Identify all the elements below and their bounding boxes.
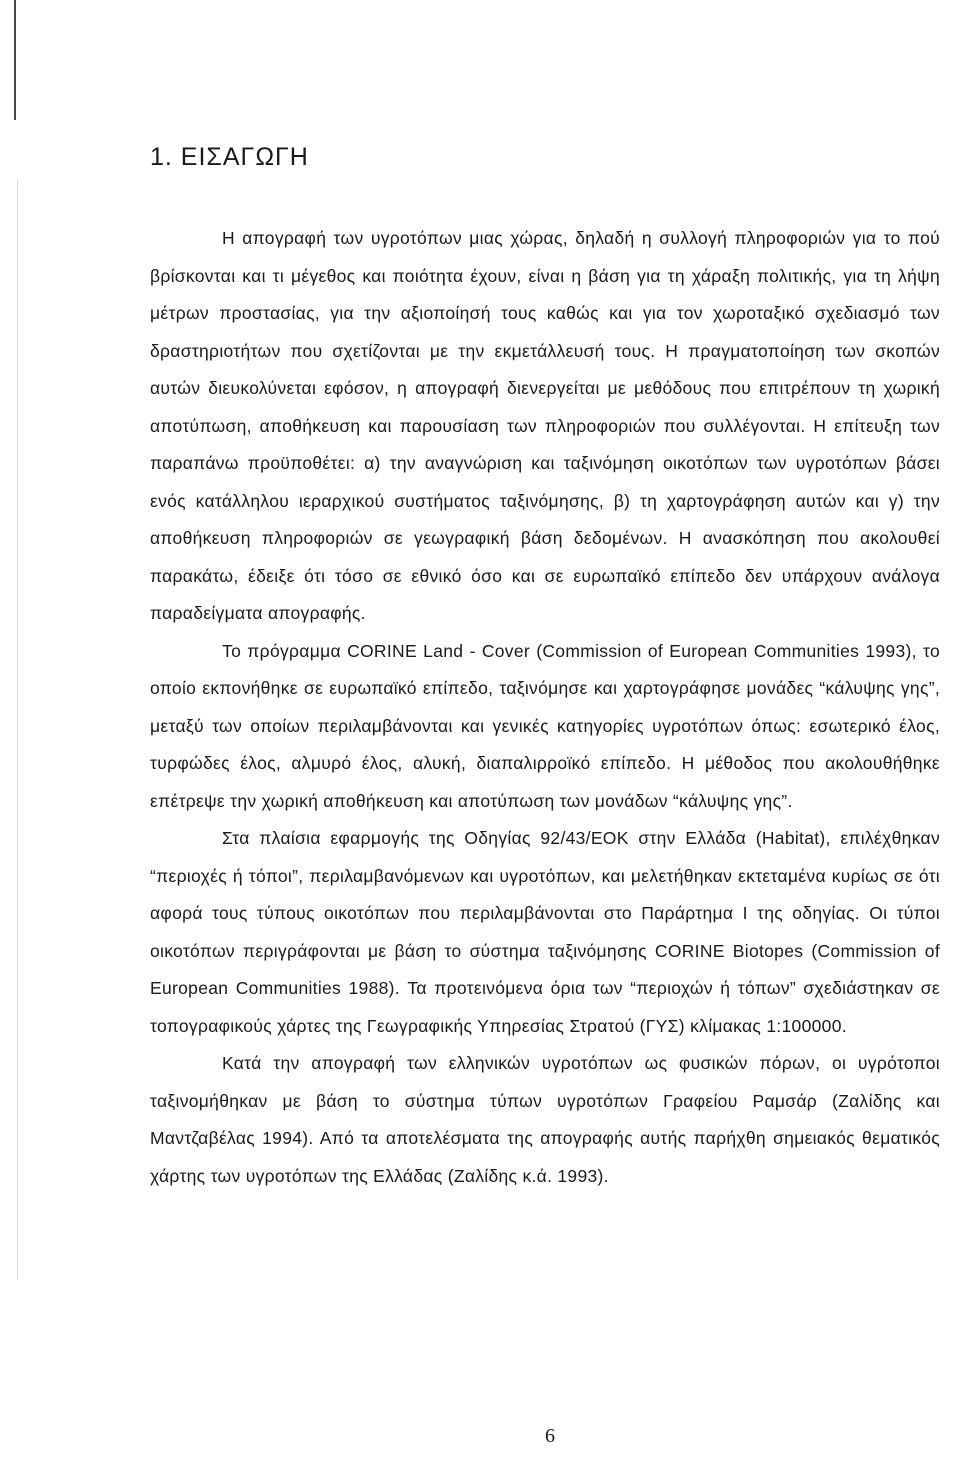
paragraph-1: Η απογραφή των υγροτόπων μιας χώρας, δηλαδή η συλλογή πληροφοριών για το πού βρίσκονται και τι μέγεθος και ποιότητα έχουν, είναι η βάση για τη χάραξη πολιτικής, για τη λήψη μέτρων προστασίας, για την αξιοποίησή τους καθώς και για τον χωροταξικό σχεδιασμό των δραστηριοτήτων που σχετίζονται με την εκμετάλλευσή τους. Η πραγματοποίηση των σκοπών αυτών διευκολύνεται εφόσον, η απογραφή διενεργείται με μεθόδους που επιτρέπουν τη χωρική αποτύπωση, αποθήκευση και παρουσίαση των πληροφοριών που συλλέγονται. Η επίτευξη των παραπάνω προϋποθέτει: α) την αναγνώριση και ταξινόμηση οικοτόπων των υγροτόπων βάσει ενός κατάλληλου ιεραρχικού συστήματος ταξινόμησης, β) τη χαρτογράφηση αυτών και γ) την αποθήκευση πληροφοριών σε γεωγραφική βάση δεδομένων. Η ανασκόπηση που ακολουθεί παρακάτω, έδειξε ότι τόσο σε εθνικό όσο και σε ευρωπαϊκό επίπεδο δεν υπάρχουν ανάλογα παραδείγματα απογραφής. (150, 228, 940, 623)
scan-edge-shadow (17, 180, 18, 1280)
body-text (150, 220, 940, 1195)
page-number-footer (0, 1425, 960, 1448)
paragraph-3: Στα πλαίσια εφαρμογής της Οδηγίας 92/43/ΕΟΚ στην Ελλάδα (Habitat), επιλέχθηκαν “περιοχές ή τόποι”, περιλαμβανόμενων και υγροτόπων, και μελετήθηκαν εκτεταμένα κυρίως σε ότι αφορά τους τύπους οικοτόπων που περιλαμβάνονται στο Παράρτημα Ι της οδηγίας. Οι τύποι οικοτόπων περιγράφονται με βάση το σύστημα ταξινόμησης CORINE Biotopes (Commission of European Communities 1988). Τα προτεινόμενα όρια των “περιοχών ή τόπων” σχεδιάστηκαν σε τοπογραφικούς χάρτες της Γεωγραφικής Υπηρεσίας Στρατού (ΓΥΣ) κλίμακας 1:100000. (150, 828, 940, 1036)
scan-edge-line (14, 0, 16, 120)
page-number: 6 (545, 1425, 555, 1447)
section-heading: 1. ΕΙΣΑΓΩΓΗ (150, 143, 309, 171)
paragraph-2: Το πρόγραμμα CORINE Land - Cover (Commission of European Communities 1993), το οποίο εκπονήθηκε σε ευρωπαϊκό επίπεδο, ταξινόμησε και χαρτογράφησε μονάδες “κάλυψης γης”, μεταξύ των οποίων περιλαμβάνονται και γενικές κατηγορίες υγροτόπων όπως: εσωτερικό έλος, τυρφώδες έλος, αλμυρό έλος, αλυκή, διαπαλιρροϊκό επίπεδο. Η μέθοδος που ακολουθήθηκε επέτρεψε την χωρική αποθήκευση και αποτύπωση των μονάδων “κάλυψης γης”. (150, 640, 940, 811)
paragraph-4: Κατά την απογραφή των ελληνικών υγροτόπων ως φυσικών πόρων, οι υγρότοποι ταξινομήθηκαν με βάση το σύστημα τύπων υγροτόπων Γραφείου Ραμσάρ (Ζαλίδης και Μαντζαβέλας 1994). Από τα αποτελέσματα της απογραφής αυτής παρήχθη σημειακός θεματικός χάρτης των υγροτόπων της Ελλάδας (Ζαλίδης κ.ά. 1993). (150, 1053, 940, 1186)
